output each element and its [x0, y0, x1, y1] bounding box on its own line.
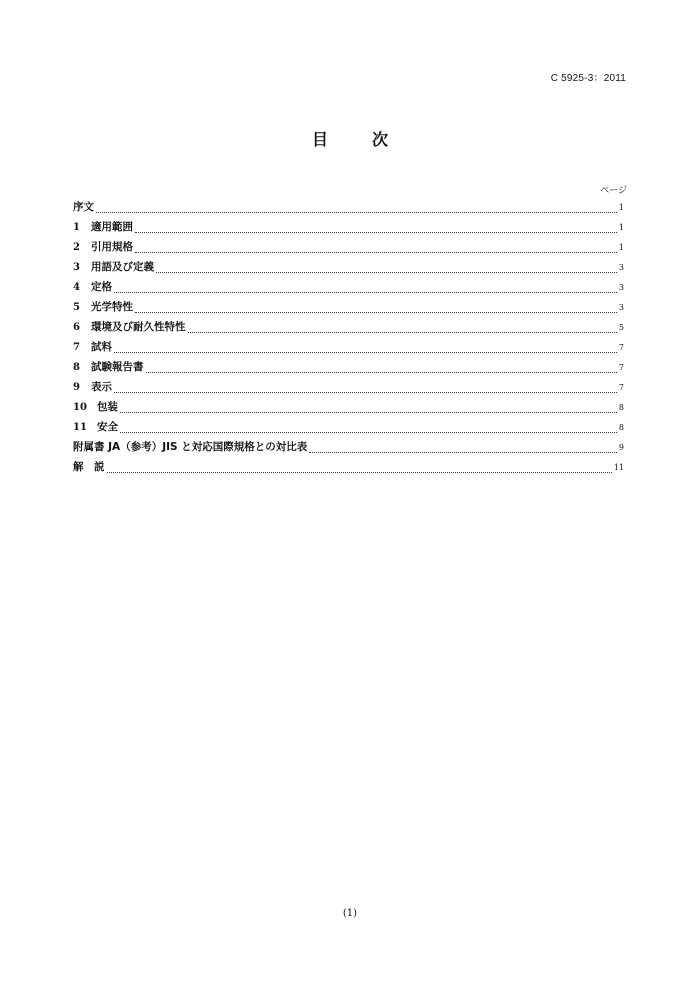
dot-leader	[120, 412, 617, 413]
toc-entry-page: 9	[618, 443, 624, 452]
toc-entry-number: 3	[73, 262, 80, 273]
toc-entry-title: 引用規格	[91, 241, 133, 253]
document-code: C 5925-3：2011	[550, 73, 626, 84]
toc-entry-title: 包装	[97, 401, 118, 413]
dot-leader	[107, 472, 612, 473]
toc-entry-title: 試料	[91, 341, 112, 353]
toc-entry-7[interactable]	[73, 340, 624, 360]
dot-leader	[135, 312, 617, 313]
toc-entry-5[interactable]	[73, 300, 624, 320]
toc-entry-page: 11	[613, 463, 624, 472]
toc-entry-9[interactable]	[73, 380, 624, 400]
dot-leader	[120, 432, 617, 433]
footer-page-number: (1)	[342, 908, 358, 919]
toc-entry-page: 5	[618, 323, 624, 332]
dot-leader	[156, 272, 617, 273]
toc-entry-title: 試験報告書	[91, 361, 144, 373]
toc-entry-2[interactable]	[73, 240, 624, 260]
toc-entry-number: 1	[73, 222, 80, 233]
toc-entry-page: 3	[618, 263, 624, 272]
dot-leader	[135, 232, 617, 233]
toc-entry-annex-ja[interactable]	[73, 440, 624, 460]
toc-entry-page: 1	[618, 223, 624, 232]
toc-entry-8[interactable]	[73, 360, 624, 380]
toc-entry-11[interactable]	[73, 420, 624, 440]
toc-entry-number: 2	[73, 242, 80, 253]
toc-entry-page: 7	[618, 343, 624, 352]
toc-entry-commentary[interactable]	[73, 460, 624, 480]
toc-entry-title: 光学特性	[91, 301, 133, 313]
toc-entry-number: 6	[73, 322, 80, 333]
toc-entry-number: 4	[73, 282, 80, 293]
toc-entry-page: 8	[618, 403, 624, 412]
toc-entry-title: 用語及び定義	[91, 261, 154, 273]
toc-entry-title: 解 説	[73, 461, 105, 473]
dot-leader	[114, 352, 617, 353]
toc-entry-number: 10	[73, 402, 87, 413]
toc-entry-page: 1	[618, 203, 624, 212]
toc-entry-number: 11	[73, 422, 87, 433]
toc-entry-page: 7	[618, 383, 624, 392]
toc-entry-preface[interactable]	[73, 200, 624, 220]
toc-entry-title: 定格	[91, 281, 112, 293]
toc-entry-title: 序文	[73, 201, 94, 213]
toc-entry-title: 環境及び耐久性特性	[91, 321, 186, 333]
toc-entry-page: 8	[618, 423, 624, 432]
toc-entry-title: 適用範囲	[91, 221, 133, 233]
toc-entry-3[interactable]	[73, 260, 624, 280]
toc-entry-number: 8	[73, 362, 80, 373]
toc-entry-page: 1	[618, 243, 624, 252]
dot-leader	[96, 212, 617, 213]
page-column-label: ページ	[600, 186, 627, 196]
toc-entry-number: 9	[73, 382, 80, 393]
toc-entry-number: 5	[73, 302, 80, 313]
toc-entry-page: 3	[618, 283, 624, 292]
dot-leader	[114, 392, 617, 393]
toc-entry-1[interactable]	[73, 220, 624, 240]
dot-leader	[114, 292, 617, 293]
toc-entry-4[interactable]	[73, 280, 624, 300]
toc-entry-page: 3	[618, 303, 624, 312]
toc-entry-number: 7	[73, 342, 80, 353]
dot-leader	[146, 372, 617, 373]
toc-list	[73, 200, 624, 480]
toc-entry-title: 安全	[97, 421, 118, 433]
dot-leader	[309, 452, 617, 453]
toc-entry-10[interactable]	[73, 400, 624, 420]
toc-entry-title: 附属書 JA（参考）JIS と対応国際規格との対比表	[73, 441, 308, 453]
toc-entry-page: 7	[618, 363, 624, 372]
dot-leader	[188, 332, 617, 333]
dot-leader	[135, 252, 617, 253]
toc-entry-title: 表示	[91, 381, 112, 393]
toc-entry-6[interactable]	[73, 320, 624, 340]
toc-title: 目 次	[311, 130, 402, 149]
